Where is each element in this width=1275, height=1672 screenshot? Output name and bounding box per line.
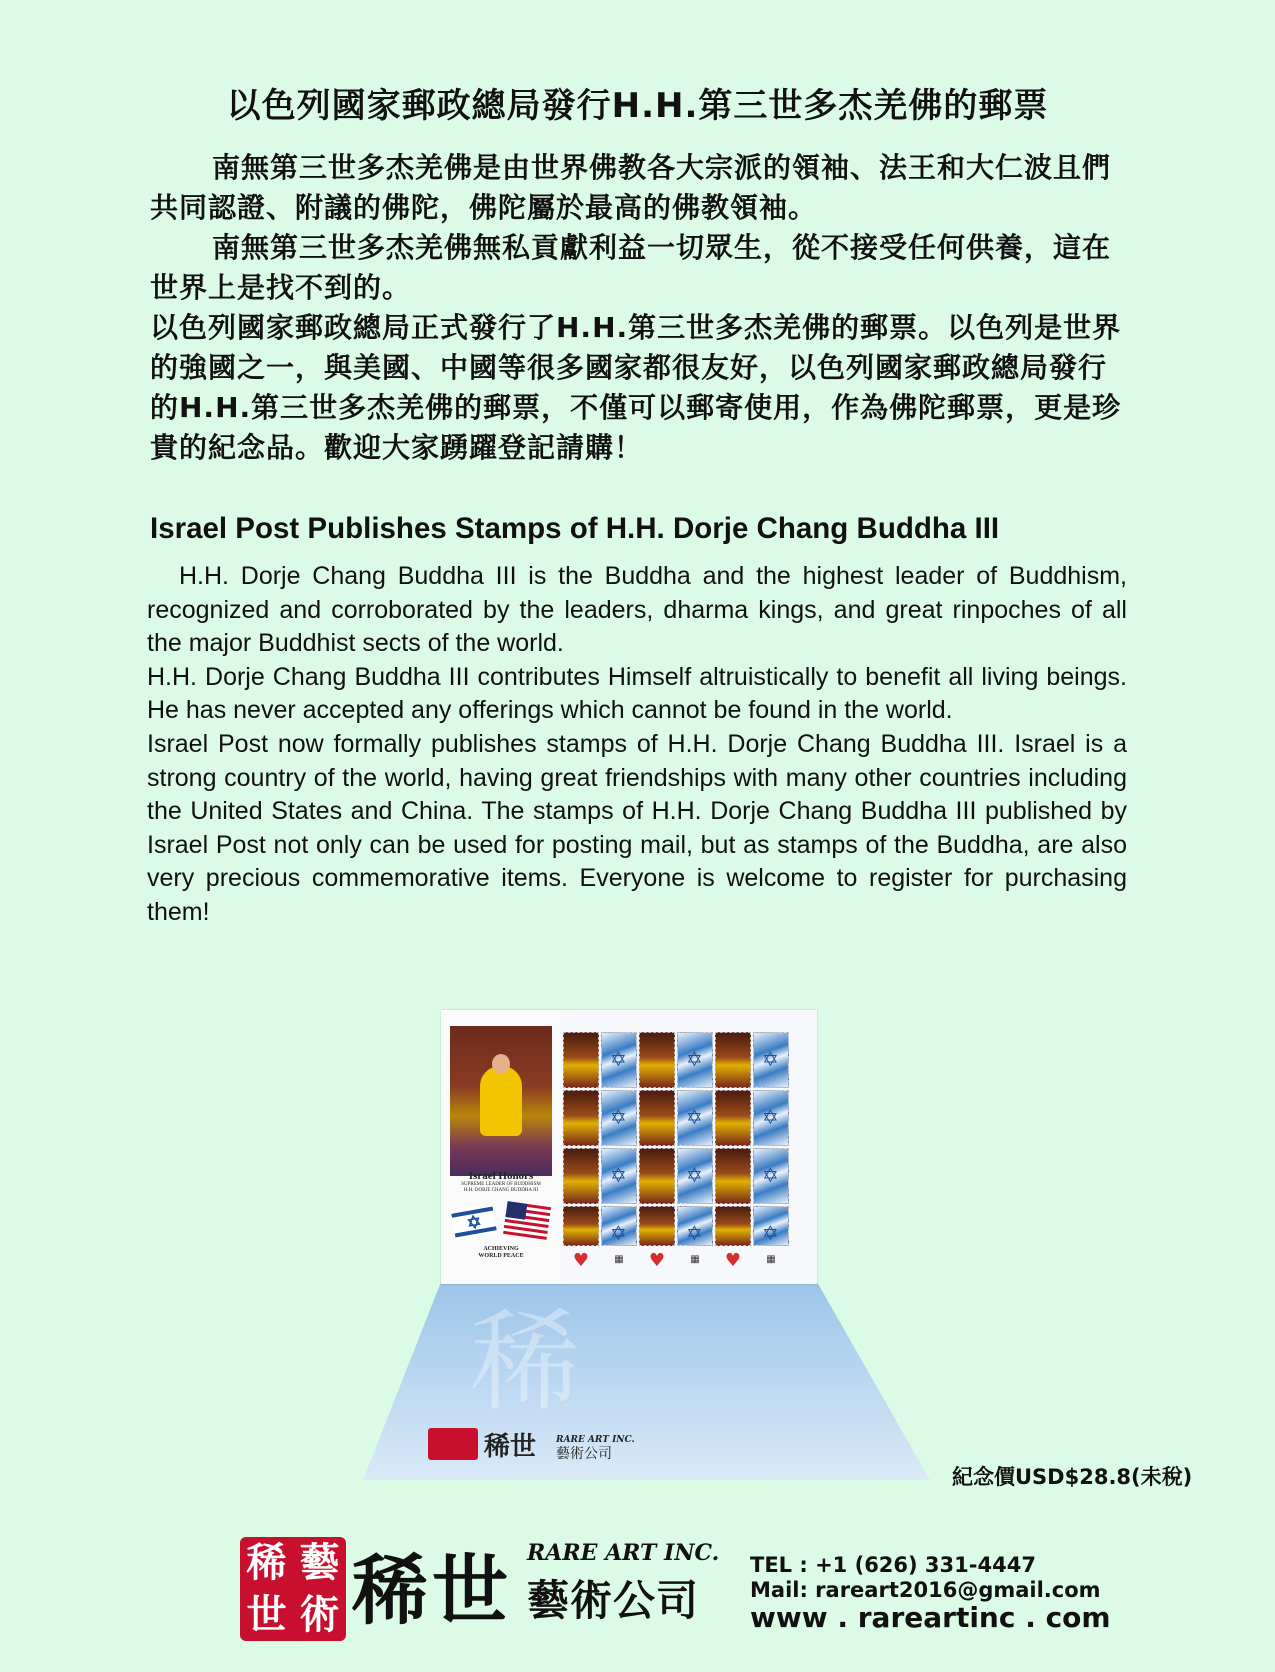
flag-stamp <box>753 1032 789 1088</box>
folder-brand: 稀世 <box>484 1432 537 1462</box>
qr-code-icon: ▦ <box>766 1254 776 1265</box>
company-seal-logo <box>240 1537 346 1641</box>
flag-stamp <box>601 1148 637 1204</box>
chinese-paragraph-1: 南無第三世多杰羌佛是由世界佛教各大宗派的領袖、法王和大仁波且們共同認證、附議的佛陀，佛陀屬於最高的佛教領袖。 <box>150 151 1112 224</box>
sheet-caption-bottom1: ACHIEVING <box>483 1246 519 1252</box>
photo-figure <box>480 1066 522 1136</box>
folder-watermark: 稀 <box>470 1298 580 1426</box>
heart-icon: ♥ <box>572 1250 590 1271</box>
contact-website[interactable]: www . rareartinc . com <box>750 1601 1111 1634</box>
sheet-caption-bottom2: WORLD PEACE <box>478 1253 524 1259</box>
stamp-grid <box>563 1032 793 1280</box>
portrait-stamp <box>639 1148 675 1204</box>
portrait-stamp <box>715 1032 751 1088</box>
buddha-photo <box>450 1026 552 1176</box>
chinese-paragraph-2: 南無第三世多杰羌佛無私貢獻利益一切眾生，從不接受任何供養，這在世界上是找不到的。 <box>150 231 1112 304</box>
heart-icon: ♥ <box>724 1250 742 1271</box>
flag-stamp <box>601 1206 637 1246</box>
commemorative-price: 紀念價USD$28.8(未稅) <box>952 1465 1193 1489</box>
photo-head <box>492 1054 510 1074</box>
seal-char: 藝 <box>299 1539 340 1586</box>
flag-stamp <box>601 1032 637 1088</box>
portrait-stamp <box>563 1206 599 1246</box>
flag-stamp <box>753 1090 789 1146</box>
sheet-caption-sub2: H.H. DORJE CHANG BUDDHA III <box>463 1188 539 1193</box>
seal-char: 術 <box>299 1591 340 1638</box>
portrait-stamp <box>715 1090 751 1146</box>
brand-subtitle-chinese: 藝術公司 <box>527 1576 700 1625</box>
qr-code-icon: ▦ <box>614 1254 624 1265</box>
folder-brand-cn2: 藝術公司 <box>556 1446 612 1462</box>
chinese-title: 以色列國家郵政總局發行H.H.第三世多杰羌佛的郵票 <box>226 86 1049 126</box>
english-paragraph-2: H.H. Dorje Chang Buddha III contributes Himself altruistically to benefit all living beings. He has never accepted any offerings which cannot be found in the world. <box>147 662 1127 725</box>
flag-stamp <box>677 1090 713 1146</box>
sheet-caption-sub1: SUPREME LEADER OF BUDDHISM <box>461 1182 541 1187</box>
heart-icon: ♥ <box>648 1250 666 1271</box>
folder-brand-en: RARE ART INC. <box>556 1435 635 1445</box>
folder-seal <box>428 1428 478 1460</box>
brand-name-chinese: 稀世 <box>352 1546 512 1635</box>
portrait-stamp <box>715 1148 751 1204</box>
english-paragraph-1: H.H. Dorje Chang Buddha III is the Buddha and the highest leader of Buddhism, recognized and corroborated by the leaders, dharma kings, and great rinpoches of all the major Buddhist sects of the world. <box>147 562 1127 658</box>
flag-stamp <box>677 1206 713 1246</box>
portrait-stamp <box>639 1032 675 1088</box>
flag-stamp <box>753 1206 789 1246</box>
contact-phone: TEL : +1 (626) 331-4447 <box>750 1553 1036 1577</box>
sheet-caption-title: Israel Honors <box>468 1170 534 1182</box>
portrait-stamp <box>563 1148 599 1204</box>
contact-info <box>750 1552 1111 1634</box>
seal-char: 稀 <box>246 1539 287 1586</box>
brand-name-english: RARE ART INC. <box>527 1540 720 1566</box>
english-title: Israel Post Publishes Stamps of H.H. Dorje Chang Buddha III <box>150 512 1000 545</box>
flag-stamp <box>677 1032 713 1088</box>
portrait-stamp <box>563 1090 599 1146</box>
seal-char: 世 <box>246 1591 287 1638</box>
flag-stamp <box>753 1148 789 1204</box>
portrait-stamp <box>639 1090 675 1146</box>
portrait-stamp <box>563 1032 599 1088</box>
contact-email: Mail: rareart2016@gmail.com <box>750 1578 1101 1602</box>
stamp-sheet <box>441 1010 817 1284</box>
flag-stamp <box>601 1090 637 1146</box>
chinese-paragraph-3: 以色列國家郵政總局正式發行了H.H.第三世多杰羌佛的郵票。以色列是世界的強國之一，與美國、中國等很多國家都很友好，以色列國家郵政總局發行的H.H.第三世多杰羌佛的郵票，不僅可以郵寄使用，作為佛陀郵票，更是珍貴的紀念品。歡迎大家踴躍登記請購！ <box>150 311 1122 464</box>
english-paragraph-3: Israel Post now formally publishes stamps of H.H. Dorje Chang Buddha III. Israel is a strong country of the world, having great friendships with many other countries including the United States and China. The stamps of H.H. Dorje Chang Buddha III published by Israel Post not only can be used for posting mail, but as stamps of the Buddha, are also very precious commemorative items. Everyone is welcome to register for purchasing them! <box>147 729 1127 926</box>
qr-code-icon: ▦ <box>690 1254 700 1265</box>
usa-flag-icon <box>503 1201 551 1241</box>
portrait-stamp <box>715 1206 751 1246</box>
portrait-stamp <box>639 1206 675 1246</box>
sheet-left-panel <box>441 1010 561 1284</box>
flag-stamp <box>677 1148 713 1204</box>
